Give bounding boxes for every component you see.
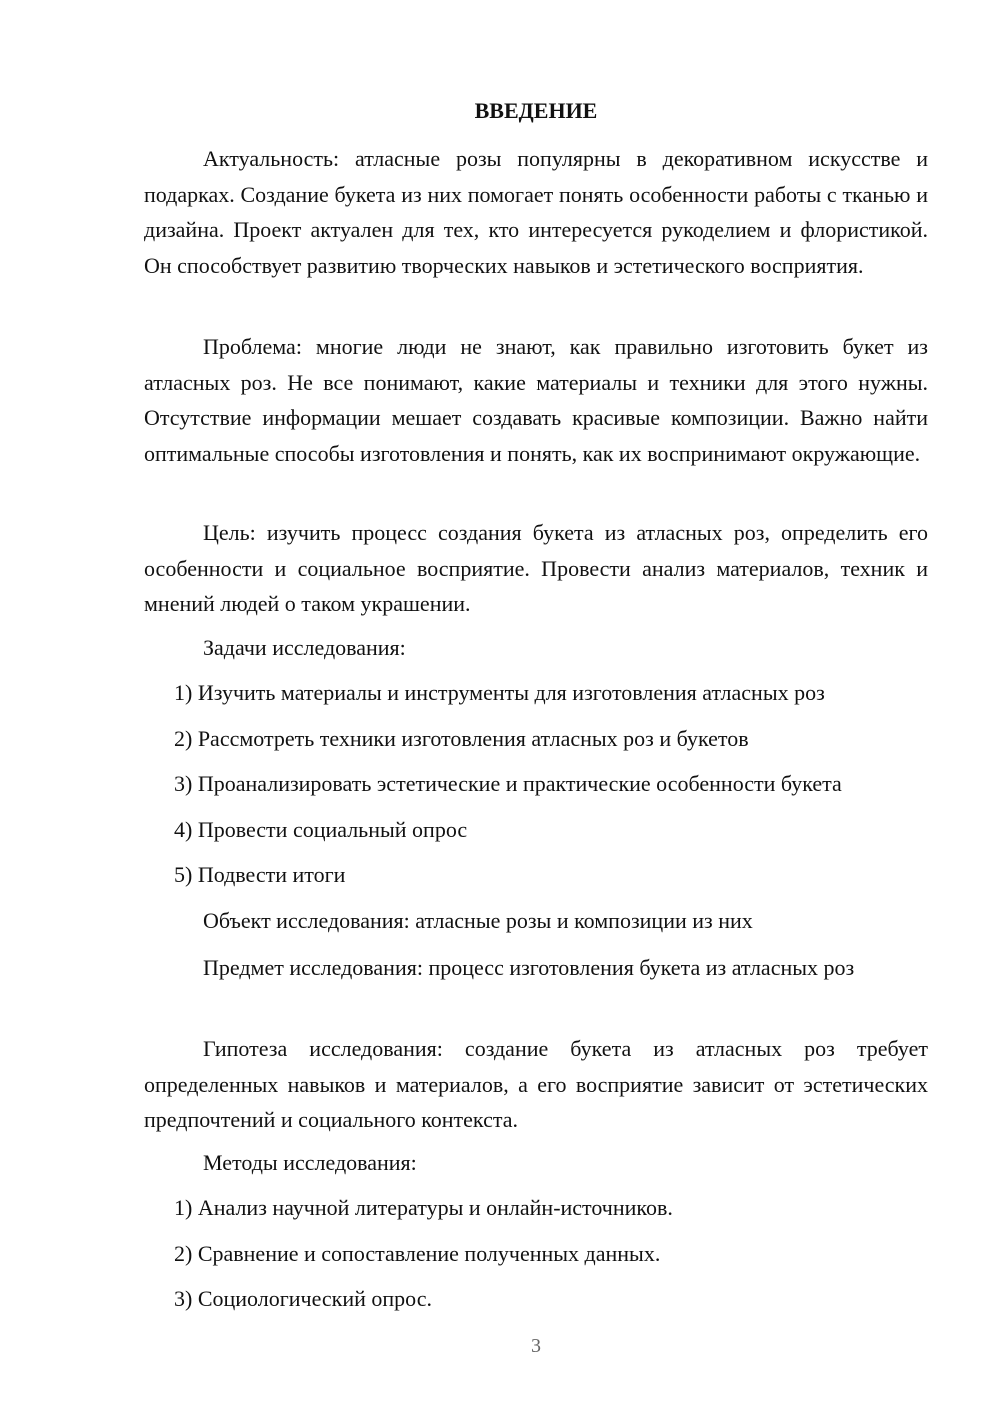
problem-paragraph: Проблема: многие люди не знают, как правильно изготовить букет из атласных роз. Не все понимают, какие материалы и техники для этого нужны. Отсутствие информации мешает создавать красивые композиции. Важно найти оптимальные способы изготовления и понять, как их воспринимают окружающие.	[144, 334, 928, 466]
goal-paragraph: Цель: изучить процесс создания букета из атласных роз, определить его особенности и социальное восприятие. Провести анализ материалов, техник и мнений людей о таком украшении.	[144, 520, 928, 616]
document-page	[144, 0, 928, 1414]
page-number: 3	[531, 1335, 541, 1357]
method-item-1: 1) Анализ научной литературы и онлайн-источников.	[174, 1195, 673, 1220]
task-item-2: 2) Рассмотреть техники изготовления атласных роз и букетов	[174, 726, 749, 751]
method-item-2: 2) Сравнение и сопоставление полученных данных.	[174, 1241, 661, 1266]
tasks-heading: Задачи исследования:	[203, 635, 406, 660]
methods-heading: Методы исследования:	[203, 1150, 417, 1175]
page-title: ВВЕДЕНИЕ	[474, 98, 598, 123]
task-item-4: 4) Провести социальный опрос	[174, 817, 468, 842]
task-item-1: 1) Изучить материалы и инструменты для изготовления атласных роз	[174, 680, 825, 705]
relevance-paragraph: Актуальность: атласные розы популярны в декоративном искусстве и подарках. Создание букета из них помогает понять особенности работы с тканью и дизайна. Проект актуален для тех, кто интересуется рукоделием и флористикой. Он способствует развитию творческих навыков и эстетического восприятия.	[144, 146, 928, 278]
task-item-5: 5) Подвести итоги	[174, 862, 346, 887]
hypothesis-paragraph: Гипотеза исследования: создание букета из атласных роз требует определенных навыков и материалов, а его восприятие зависит от эстетических предпочтений и социального контекста.	[144, 1036, 928, 1132]
method-item-3: 3) Социологический опрос.	[174, 1286, 432, 1311]
task-item-3: 3) Проанализировать эстетические и практические особенности букета	[174, 771, 842, 796]
subject-paragraph: Предмет исследования: процесс изготовления букета из атласных роз	[203, 955, 855, 980]
object-paragraph: Объект исследования: атласные розы и композиции из них	[203, 908, 753, 933]
